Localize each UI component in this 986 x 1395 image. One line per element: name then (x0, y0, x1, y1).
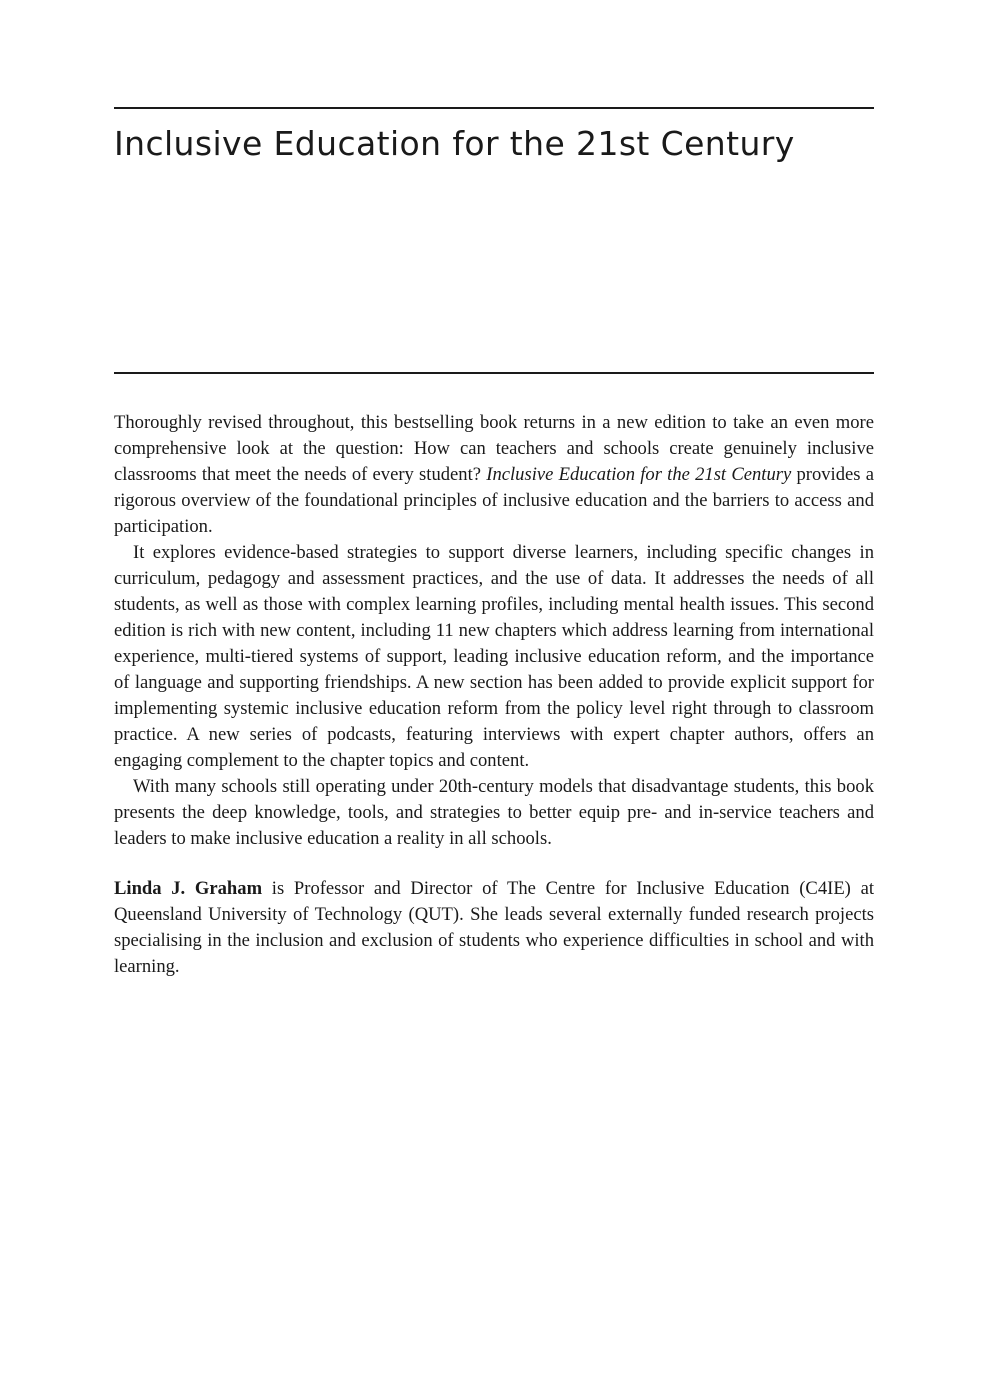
book-title: Inclusive Education for the 21st Century (114, 124, 795, 163)
author-name: Linda J. Graham (114, 878, 263, 899)
blurb-paragraph-2: It explores evidence-based strategies to support diverse learners, including specific changes in curriculum, pedagogy and assessment practices, and the use of data. It addresses the needs of all students, as well as those with complex learning profiles, including mental health issues. This second edition is rich with new content, including 11 new chapters which address learning from international experience, multi-tiered systems of support, leading inclusive education reform, and the importance of language and supporting friendships. A new section has been added to provide explicit support for implementing systemic inclusive education reform from the policy level right through to classroom practice. A new series of podcasts, featuring interviews with expert chapter authors, offers an engaging complement to the chapter topics and content. (114, 542, 874, 771)
description-block (114, 410, 874, 980)
blurb-p1-book-title: Inclusive Education for the 21st Century (486, 464, 792, 485)
blurb-paragraph-1 (114, 410, 874, 540)
blurb-p1-text-a: Thoroughly revised throughout, this bestselling book returns in a new edition to take an even more comprehensive look at the question: How can teachers and schools create genuinely inclusive classrooms that meet the needs of every student? (114, 412, 874, 485)
author-bio (114, 876, 874, 980)
top-rule (114, 107, 874, 109)
blurb-p1-text-b: provides a rigorous overview of the foundational principles of inclusive education and the barriers to access and participation. (114, 464, 874, 537)
author-bio-text: is Professor and Director of The Centre for Inclusive Education (C4IE) at Queensland University of Technology (QUT). She leads several externally funded research projects specialising in the inclusion and exclusion of students who experience difficulties in school and with learning. (114, 878, 874, 977)
bottom-rule (114, 372, 874, 374)
blurb-paragraph-3: With many schools still operating under 20th-century models that disadvantage students, this book presents the deep knowledge, tools, and strategies to better equip pre- and in-service teachers and leaders to make inclusive education a reality in all schools. (114, 776, 874, 849)
